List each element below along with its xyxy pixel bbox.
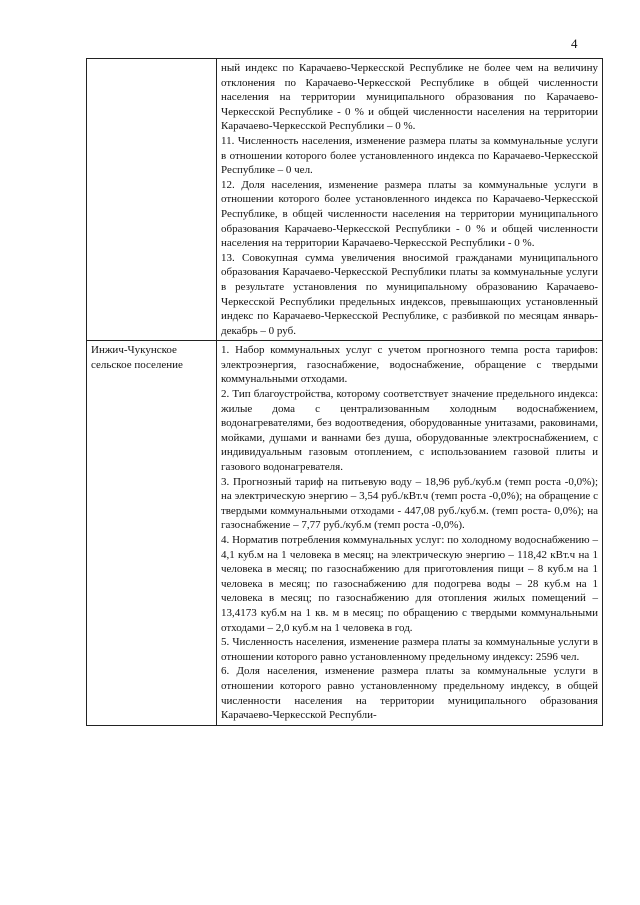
- municipality-cell: [87, 59, 217, 341]
- paragraph: 13. Совокупная сумма увеличения вносимой гражданами муниципального образования Карачаево-Черкесской Республики платы за коммунальные услуги в результате установления по муниципальному образованию Карачаево-Черкесской Республики предельных индексов, превышающих установленный индекс по Карачаево-Черкесской Республике, с разбивкой по месяцам январь-декабрь – 0 руб.: [221, 251, 598, 337]
- paragraph: ный индекс по Карачаево-Черкесской Республике не более чем на величину отклонения по Карачаево-Черкесской Республике в общей численности населения на территории муниципального образования по Карачаево-Черкесской Республике - 0 % и общей численности населения на территории Карачаево-Черкесской Республики – 0 %.: [221, 62, 598, 133]
- indicators-cell: [217, 59, 603, 341]
- paragraph: 5. Численность населения, изменение размера платы за коммунальные услуги в отношении которого равно установленному предельному индексу: 2596 чел.: [221, 636, 598, 663]
- table-row: [87, 341, 603, 725]
- paragraph: 4. Норматив потребления коммунальных услуг: по холодному водоснабжению – 4,1 куб.м на 1 человека в месяц; на электрическую энергию – 118,42 кВт.ч на 1 человека в месяц; по газоснабжению для приготовления пищи – 8 куб.м на 1 человека в месяц; по газоснабжению для подогрева воды – 28 куб.м на 1 человека в месяц; по газоснабжению для отопления жилых помещений – 13,4173 куб.м на 1 кв. м в месяц; по обращению с твердыми коммунальными отходами – 2,0 куб.м на 1 человека в год.: [221, 534, 598, 634]
- document-table: [86, 58, 603, 726]
- paragraph: 1. Набор коммунальных услуг с учетом прогнозного темпа роста тарифов: электроэнергия, газоснабжение, водоснабжение, обращение с твердыми коммунальными отходами.: [221, 344, 598, 386]
- indicators-cell: [217, 341, 603, 725]
- paragraph: 11. Численность населения, изменение размера платы за коммунальные услуги в отношении которого более установленного индекса по Карачаево-Черкесской Республике – 0 чел.: [221, 134, 598, 177]
- table-row: [87, 59, 603, 341]
- paragraph: 3. Прогнозный тариф на питьевую воду – 18,96 руб./куб.м (темп роста -0,0%); на электрическую энергию – 3,54 руб./кВт.ч (темп роста -0,0%); на обращение с твердыми коммунальными отходами - 447,08 руб./куб.м. (темп роста- 0,0%); на газоснабжение – 7,77 руб./куб.м (темп роста -0,0%).: [221, 475, 598, 532]
- municipality-cell: Инжич-Чукунское сельское поселение: [87, 341, 217, 725]
- paragraph: 12. Доля населения, изменение размера платы за коммунальные услуги в отношении которого более установленного индекса по Карачаево-Черкесской Республике, в общей численности населения на территории муниципального образования Карачаево-Черкесской Республики - 0 % и общей численности населения на территории Карачаево-Черкесской Республики - 0 %.: [221, 178, 598, 250]
- paragraph: 2. Тип благоустройства, которому соответствует значение предельного индекса: жилые дома с централизованным холодным водоснабжением, водонагревателями, без водоотведения, оборудованные унитазами, раковинами, мойками, душами и ваннами без душа, оборудованные электроснабжением, с индивидуальным газовым отоплением, с использованием газовой плиты и газового водонагревателя.: [221, 388, 598, 474]
- page-number: 4: [571, 36, 578, 51]
- paragraph: 6. Доля населения, изменение размера платы за коммунальные услуги в отношении которого равно установленному предельному индексу, в общей численности населения на территории муниципального образования Карачаево-Черкесской Республи-: [221, 665, 598, 722]
